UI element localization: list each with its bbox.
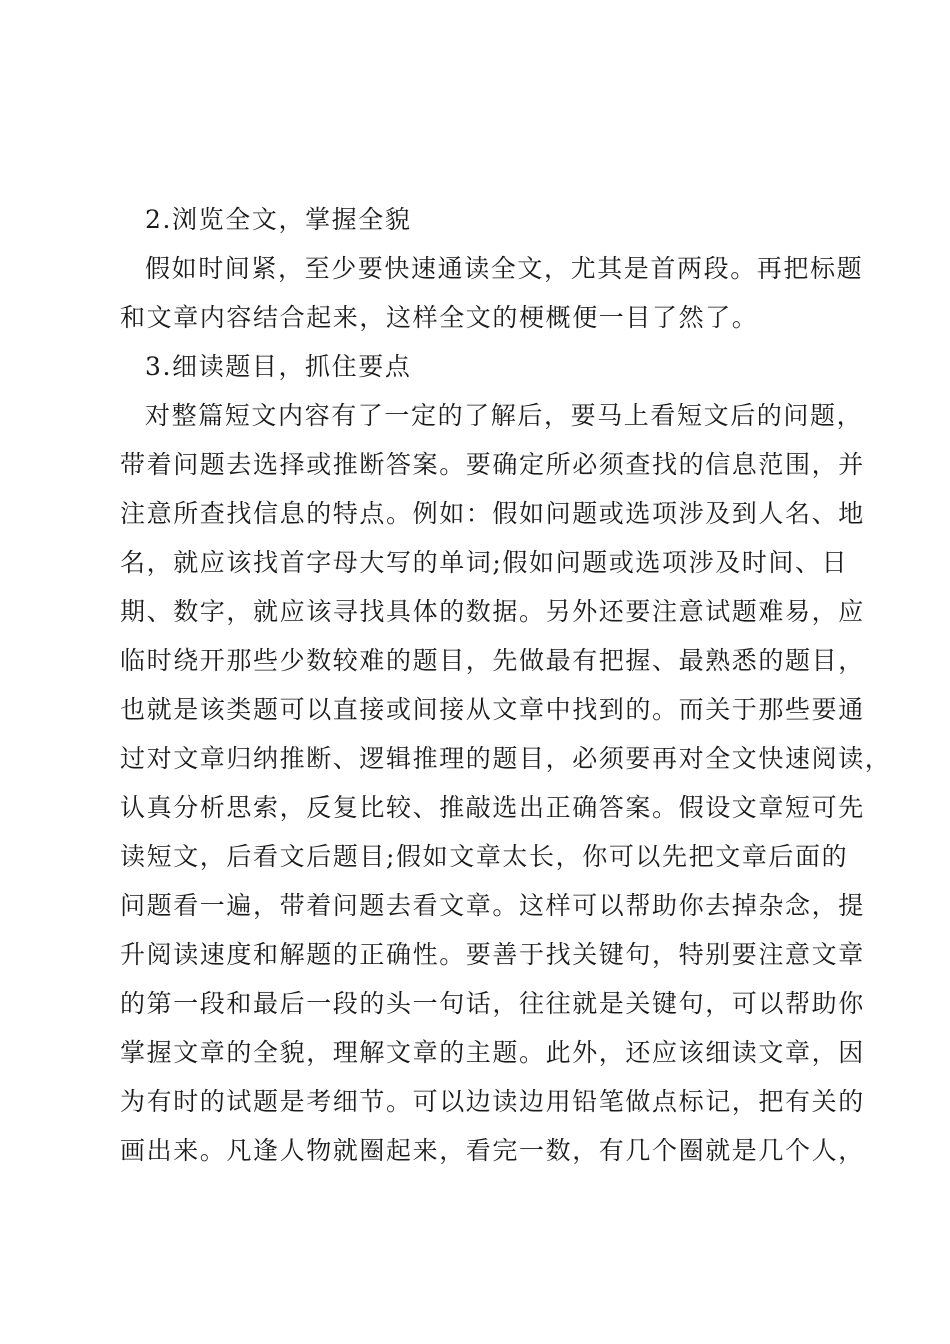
section-3-heading: 3.细读题目，抓住要点 xyxy=(145,352,412,381)
section-3-paragraph-line-9: 认真分析思索，反复比较、推敲选出正确答案。假设文章短可先 xyxy=(120,793,865,822)
section-3-paragraph-line-10: 读短文，后看文后题目;假如文章太长，你可以先把文章后面的 xyxy=(120,842,849,871)
section-2-paragraph-line-1: 假如时间紧，至少要快速通读全文，尤其是首两段。再把标题 xyxy=(145,254,864,283)
section-3-paragraph-line-15: 为有时的试题是考细节。可以边读边用铅笔做点标记，把有关的 xyxy=(120,1087,865,1116)
section-3-paragraph-line-7: 也就是该类题可以直接或间接从文章中找到的。而关于那些要通 xyxy=(120,695,865,724)
section-2-paragraph-line-2: 和文章内容结合起来，这样全文的梗概便一目了然了。 xyxy=(120,303,759,332)
section-3-paragraph-line-1: 对整篇短文内容有了一定的了解后，要马上看短文后的问题， xyxy=(145,401,864,430)
section-3-paragraph-line-11: 问题看一遍，带着问题去看文章。这样可以帮助你去掉杂念，提 xyxy=(120,891,865,920)
section-2-heading: 2.浏览全文，掌握全貌 xyxy=(145,205,412,234)
section-3-paragraph-line-5: 期、数字，就应该寻找具体的数据。另外还要注意试题难易，应 xyxy=(120,597,865,626)
section-3-paragraph-line-2: 带着问题去选择或推断答案。要确定所必须查找的信息范围，并 xyxy=(120,450,865,479)
section-3-paragraph-line-13: 的第一段和最后一段的头一句话，往往就是关键句，可以帮助你 xyxy=(120,989,865,1018)
section-3-paragraph-line-8: 过对文章归纳推断、逻辑推理的题目，必须要再对全文快速阅读， xyxy=(120,744,892,773)
section-3-paragraph-line-4: 名，就应该找首字母大写的单词;假如问题或选项涉及时间、日 xyxy=(120,548,849,577)
section-3-paragraph-line-16: 画出来。凡逢人物就圈起来，看完一数，有几个圈就是几个人， xyxy=(120,1136,865,1165)
section-3-paragraph-line-6: 临时绕开那些少数较难的题目，先做最有把握、最熟悉的题目， xyxy=(120,646,865,675)
section-3-paragraph-line-12: 升阅读速度和解题的正确性。要善于找关键句，特别要注意文章 xyxy=(120,940,865,969)
section-3-paragraph-line-14: 掌握文章的全貌，理解文章的主题。此外，还应该细读文章，因 xyxy=(120,1038,865,1067)
section-3-paragraph-line-3: 注意所查找信息的特点。例如：假如问题或选项涉及到人名、地 xyxy=(120,499,865,528)
